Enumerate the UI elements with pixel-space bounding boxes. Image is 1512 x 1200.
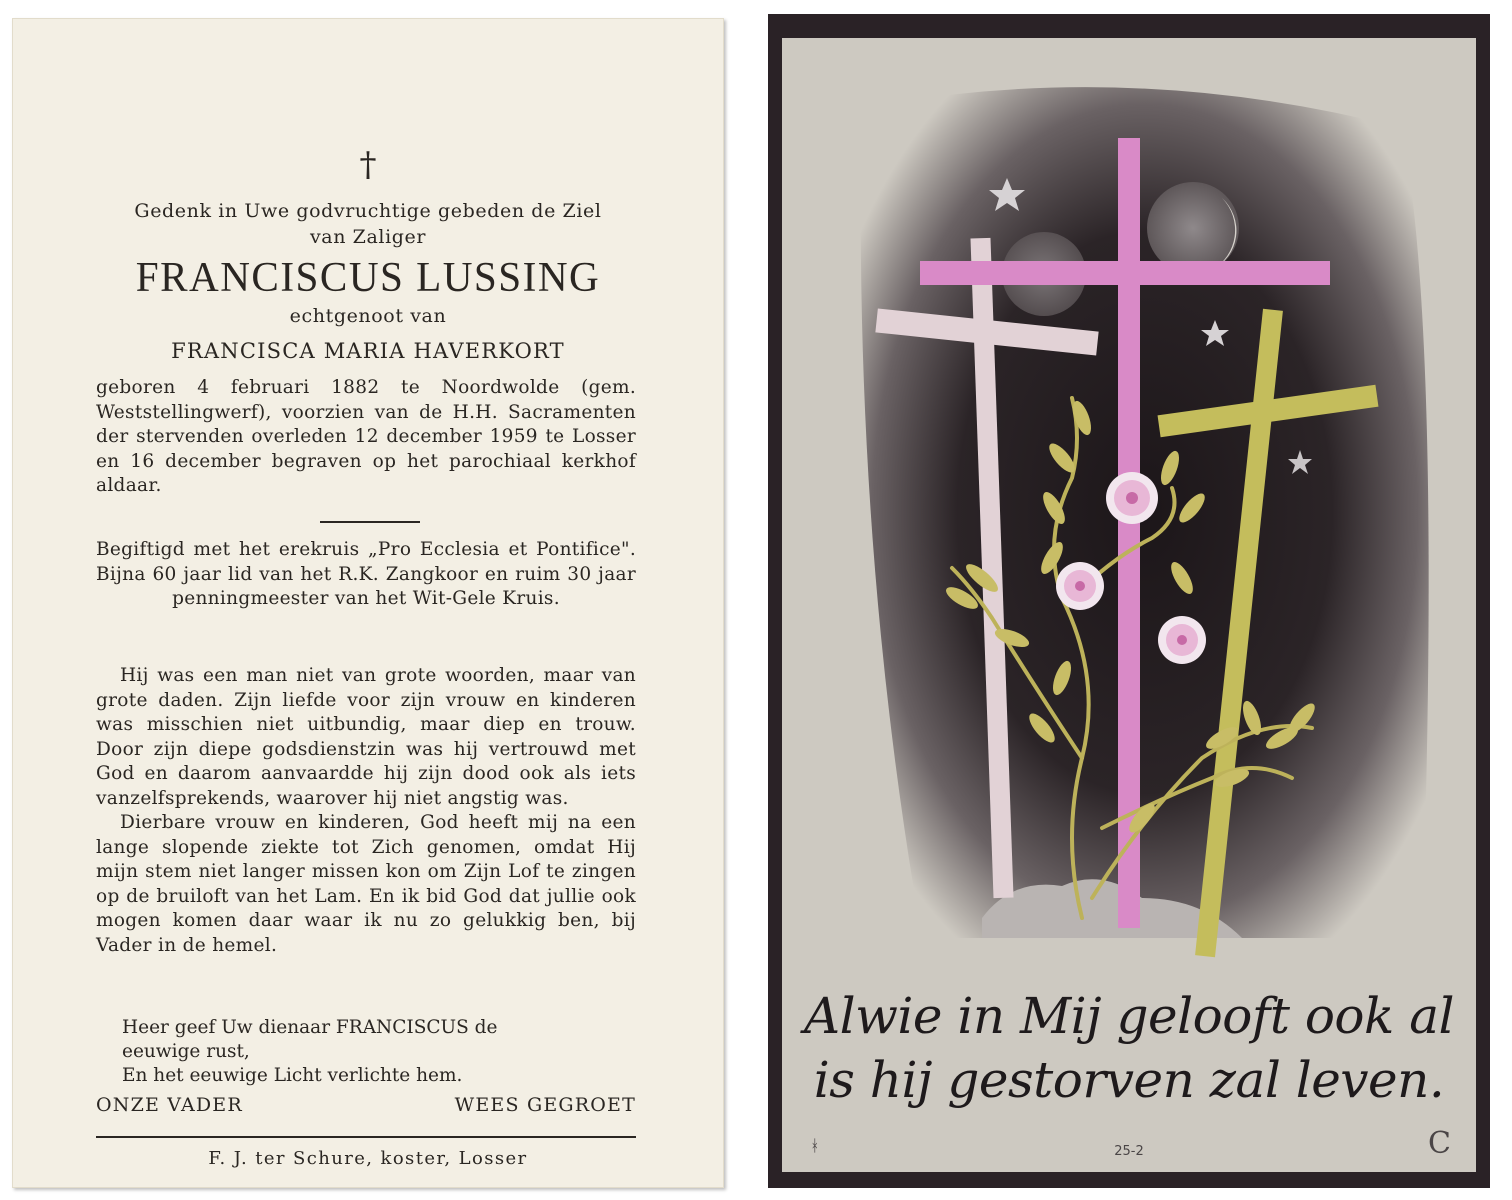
spouse-name: FRANCISCA MARIA HAVERKORT (171, 339, 565, 363)
deceased-name: FRANCISCUS LUSSING (135, 255, 601, 301)
prayer-line-3: En het eeuwige Licht verlichte hem. (122, 1065, 463, 1086)
prayer-line-1: Heer geef Uw dienaar FRANCISCUS de (122, 1017, 498, 1038)
motto-line-1: Alwie in Mij gelooft ook al (803, 987, 1455, 1045)
motto-line-2: is hij gestorven zal leven. (813, 1051, 1445, 1109)
memorial-card-image-side (768, 14, 1490, 1188)
bottom-rule (96, 1136, 636, 1138)
flower-icon (1106, 472, 1158, 524)
card-code: 25-2 (1114, 1144, 1144, 1159)
intro-line-1: Gedenk in Uwe godvruchtige gebeden de Ziel (134, 200, 602, 222)
tribute-paragraph (96, 664, 636, 958)
farewell-text: Dierbare vrouw en kinderen, God heeft mij na een lange slopende ziekte tot Zich genomen, omdat Hij mijn stem niet langer missen kon om Zijn Lof te zingen op de bruiloft van het Lam. En ik bid God dat jullie ook mogen komen daar waar ik nu zo gelukkig ben, bij Vader in de hemel. (96, 812, 636, 956)
three-crosses-illustration (782, 38, 1476, 978)
divider (320, 521, 420, 523)
memorial-card-text-side (12, 18, 724, 1188)
birth-death-paragraph (96, 376, 636, 499)
spouse-intro: echtgenoot van (289, 305, 447, 327)
honors-text: Begiftigd met het erekruis „Pro Ecclesia et Pontifice". Bijna 60 jaar lid van het R.K. Zangkoor en ruim 30 jaar penningmeester van het Wit-Gele Kruis. (96, 539, 636, 609)
closing-prayers (96, 1094, 636, 1122)
prayer-wees-gegroet: WEES GEGROET (454, 1094, 636, 1116)
birth-death-text: geboren 4 februari 1882 te Noordwolde (gem. Weststellingwerf), voorzien van de H.H. Sacramenten der stervenden overleden 12 december 1959 te Losser en 16 december begraven op het parochiaal kerkhof aldaar. (96, 377, 636, 496)
moon-right (1147, 182, 1239, 274)
flower-icon (1056, 562, 1104, 610)
intro-text (12, 198, 724, 250)
tribute-text: Hij was een man niet van grote woorden, maar van grote daden. Zijn liefde voor zijn vrouw en kinderen was misschien niet uitbundig, maar diep en trouw. Door zijn diepe godsdienstzin was hij vertrouwd met God en daarom aanvaardde hij zijn dood ook als iets vanzelfsprekends, waarover hij niet angstig was. (96, 665, 636, 809)
prayer-onze-vader: ONZE VADER (96, 1094, 243, 1116)
cross-symbol: † (359, 145, 377, 185)
printer-credit: F. J. ter Schure, koster, Losser (208, 1148, 528, 1169)
cross-center-beam (920, 261, 1330, 285)
artist-monogram: ᚼ (810, 1136, 820, 1155)
prayer-line-2: eeuwige rust, (122, 1041, 250, 1062)
honors-paragraph (96, 538, 636, 612)
publisher-mark: C (1428, 1126, 1451, 1161)
intro-line-2: van Zaliger (309, 226, 427, 248)
card-artwork-area (782, 38, 1476, 1172)
flower-icon (1158, 616, 1206, 664)
